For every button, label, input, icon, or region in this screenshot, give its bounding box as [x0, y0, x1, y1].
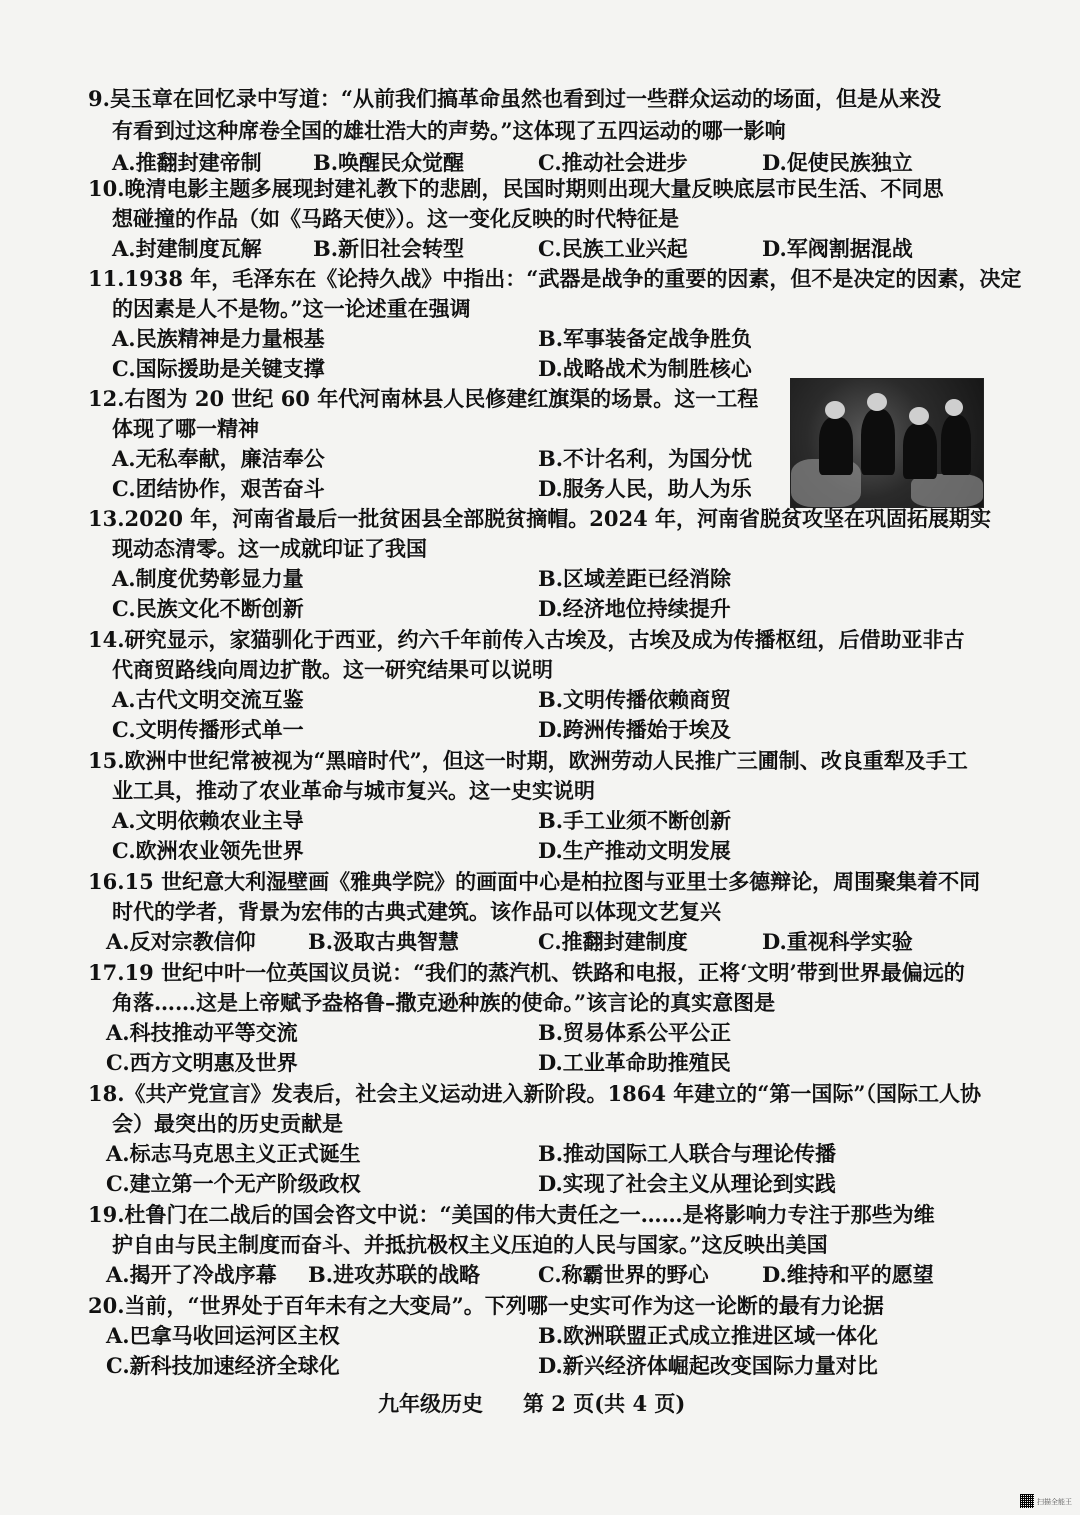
option-b: B.进攻苏联的战略 [308, 1262, 481, 1287]
option-c: C.文明传播形式单一 [112, 717, 304, 742]
question-stem: 12.右图为 20 世纪 60 年代河南林县人民修建红旗渠的场景。这一工程 [88, 386, 759, 411]
question-stem: 现动态清零。这一成就印证了我国 [112, 536, 427, 561]
option-d: D.军阀割据混战 [762, 236, 913, 261]
option-b: B.欧洲联盟正式成立推进区域一体化 [538, 1323, 879, 1348]
question-stem: 业工具，推动了农业革命与城市复兴。这一史实说明 [112, 778, 595, 803]
option-b: B.唤醒民众觉醒 [313, 150, 465, 175]
option-a: A.推翻封建帝制 [112, 150, 262, 175]
option-a: A.封建制度瓦解 [112, 236, 262, 261]
option-b: B.新旧社会转型 [313, 236, 465, 261]
qr-code-icon [1020, 1494, 1034, 1508]
question-stem: 15.欧洲中世纪常被视为“黑暗时代”，但这一时期，欧洲劳动人民推广三圃制、改良重犁及手工 [88, 748, 968, 773]
red-flag-canal-photo [790, 378, 984, 508]
question-stem: 11.1938 年，毛泽东在《论持久战》中指出：“武器是战争的重要的因素，但不是决定的因素，决定 [88, 266, 1022, 291]
question-stem: 13.2020 年，河南省最后一批贫困县全部脱贫摘帽。2024 年，河南省脱贫攻坚在巩固拓展期实 [88, 506, 992, 531]
page-footer [378, 1389, 725, 1419]
question-stem: 想碰撞的作品（如《马路天使》）。这一变化反映的时代特征是 [112, 206, 679, 231]
option-a: A.反对宗教信仰 [106, 929, 256, 954]
option-c: C.团结协作，艰苦奋斗 [112, 476, 325, 501]
question-stem: 体现了哪一精神 [112, 416, 259, 441]
option-c: C.民族文化不断创新 [112, 596, 304, 621]
option-b: B.文明传播依赖商贸 [538, 687, 732, 712]
option-d: D.生产推动文明发展 [538, 838, 731, 863]
option-a: A.文明依赖农业主导 [112, 808, 304, 833]
option-c: C.欧洲农业领先世界 [112, 838, 304, 863]
option-a: A.古代文明交流互鉴 [112, 687, 304, 712]
question-stem: 时代的学者，背景为宏伟的古典式建筑。该作品可以体现文艺复兴 [112, 899, 721, 924]
question-stem: 有看到过这种席卷全国的雄壮浩大的声势。”这体现了五四运动的哪一影响 [112, 118, 786, 143]
option-b: B.军事装备定战争胜负 [538, 326, 753, 351]
option-a: A.无私奉献，廉洁奉公 [112, 446, 325, 471]
question-stem: 20.当前，“世界处于百年未有之大变局”。下列哪一史实可作为这一论断的最有力论据 [88, 1293, 884, 1318]
option-b: B.贸易体系公平公正 [538, 1020, 732, 1045]
option-a: A.制度优势彰显力量 [112, 566, 304, 591]
option-d: D.战略战术为制胜核心 [538, 356, 752, 381]
option-b: B.不计名利，为国分忧 [538, 446, 753, 471]
option-d: D.工业革命助推殖民 [538, 1050, 731, 1075]
option-d: D.促使民族独立 [762, 150, 913, 175]
option-a: A.巴拿马收回运河区主权 [106, 1323, 340, 1348]
footer-subject: 九年级历史 [378, 1391, 483, 1416]
option-d: D.实现了社会主义从理论到实践 [538, 1171, 836, 1196]
option-d: D.重视科学实验 [762, 929, 913, 954]
question-stem: 的因素是人不是物。”这一论述重在强调 [112, 296, 471, 321]
question-stem: 9.吴玉章在回忆录中写道：“从前我们搞革命虽然也看到过一些群众运动的场面，但是从来没 [88, 86, 941, 111]
option-d: D.经济地位持续提升 [538, 596, 731, 621]
option-a: A.民族精神是力量根基 [112, 326, 325, 351]
question-stem: 10.晚清电影主题多展现封建礼教下的悲剧，民国时期则出现大量反映底层市民生活、不同思 [88, 176, 944, 201]
option-b: B.手工业须不断创新 [538, 808, 732, 833]
question-stem: 护自由与民主制度而奋斗、并抵抗极权主义压迫的人民与国家。”这反映出美国 [112, 1232, 828, 1257]
option-c: C.建立第一个无产阶级政权 [106, 1171, 361, 1196]
option-d: D.跨洲传播始于埃及 [538, 717, 731, 742]
option-c: C.民族工业兴起 [538, 236, 688, 261]
question-stem: 18.《共产党宣言》发表后，社会主义运动进入新阶段。1864 年建立的“第一国际”（国际工人协 [88, 1081, 981, 1106]
option-a: A.标志马克思主义正式诞生 [106, 1141, 361, 1166]
footer-page-number: 第 2 页(共 4 页) [523, 1391, 686, 1416]
question-stem: 角落……这是上帝赋予盎格鲁–撒克逊种族的使命。”该言论的真实意图是 [112, 990, 776, 1015]
option-a: A.揭开了冷战序幕 [106, 1262, 277, 1287]
scanner-watermark: 扫描全能王 [1037, 1498, 1072, 1506]
option-c: C.国际援助是关键支撑 [112, 356, 325, 381]
option-b: B.汲取古典智慧 [308, 929, 460, 954]
question-stem: 会）最突出的历史贡献是 [112, 1111, 343, 1136]
option-c: C.推翻封建制度 [538, 929, 688, 954]
question-stem: 代商贸路线向周边扩散。这一研究结果可以说明 [112, 657, 553, 682]
option-a: A.科技推动平等交流 [106, 1020, 298, 1045]
option-c: C.推动社会进步 [538, 150, 688, 175]
option-d: D.维持和平的愿望 [762, 1262, 934, 1287]
option-d: D.新兴经济体崛起改变国际力量对比 [538, 1353, 878, 1378]
question-stem: 16.15 世纪意大利湿壁画《雅典学院》的画面中心是柏拉图与亚里士多德辩论，周围聚集着不同 [88, 869, 981, 894]
question-stem: 17.19 世纪中叶一位英国议员说：“我们的蒸汽机、铁路和电报，正将‘文明’带到世界最偏远的 [88, 960, 965, 985]
option-c: C.称霸世界的野心 [538, 1262, 709, 1287]
question-stem: 19.杜鲁门在二战后的国会咨文中说：“美国的伟大责任之一……是将影响力专注于那些为维 [88, 1202, 935, 1227]
option-b: B.推动国际工人联合与理论传播 [538, 1141, 837, 1166]
option-c: C.新科技加速经济全球化 [106, 1353, 340, 1378]
question-stem: 14.研究显示，家猫驯化于西亚，约六千年前传入古埃及，古埃及成为传播枢纽，后借助亚非古 [88, 627, 965, 652]
option-c: C.西方文明惠及世界 [106, 1050, 298, 1075]
option-b: B.区域差距已经消除 [538, 566, 732, 591]
option-d: D.服务人民，助人为乐 [538, 476, 752, 501]
